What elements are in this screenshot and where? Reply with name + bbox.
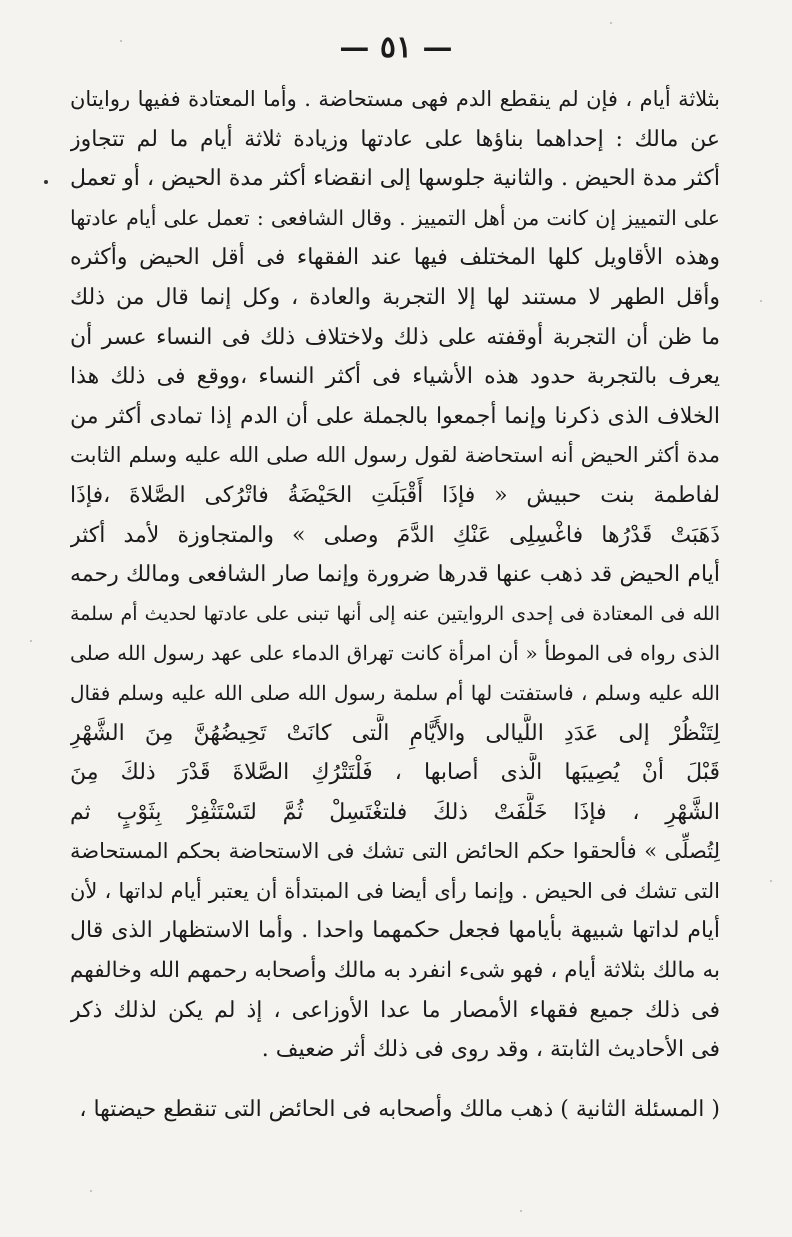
paper-speck: [520, 1210, 522, 1212]
text-line: ما ظن أن التجربة أوقفته على ذلك ولاختلاف ذلك فى النساء عسر أن: [70, 324, 720, 350]
text-line: أكثر مدة الحيض . والثانية جلوسها إلى انقضاء أكثر مدة الحيض ، أو تعمل: [70, 166, 720, 192]
text-line: وهذه الأقاويل كلها المختلف فيها عند الفقهاء فى أقل الحيض وأكثره: [70, 245, 720, 271]
text-line: لِتَنْظُرْ إلى عَدَدِ اللَّيالى والأَيَّامِ الَّتى كانَتْ تَحِيضُهُنَّ مِنَ الشَّهْرِ: [70, 720, 720, 746]
text-line: الشَّهْرِ ، فإذَا خَلَّفَتْ ذلكَ فلتغْتَسِلْ ثُمَّ لتَسْتَثْفِرْ بِثَوْبٍ ثم: [70, 799, 720, 825]
paragraph-main: [70, 80, 720, 1070]
text-line: الذى رواه فى الموطأ « أن امرأة كانت تهراق الدماء على عهد رسول الله صلى: [70, 641, 720, 666]
text-line: فى الأحاديث الثابتة ، وقد روى فى ذلك أثر ضعيف .: [261, 1037, 720, 1063]
text-line: بثلاثة أيام ، فإن لم ينقطع الدم فهى مستحاضة . وأما المعتادة ففيها روايتان: [70, 87, 720, 111]
text-line: عن مالك : إحداهما بناؤها على عادتها وزيادة ثلاثة أيام ما لم تتجاوز: [70, 126, 720, 152]
paragraph-gap: [70, 1070, 720, 1090]
paper-speck: [90, 1190, 92, 1192]
paper-speck: [760, 300, 762, 302]
text-line: أيام الحيض قد ذهب عنها قدرها ضرورة وإنما صار الشافعى ومالك رحمه: [70, 562, 720, 588]
paper-speck: [120, 40, 122, 42]
text-line: يعرف بالتجربة حدود هذه الأشياء فى أكثر النساء ،ووقع فى ذلك هذا: [70, 364, 720, 390]
text-line: على التمييز إن كانت من أهل التمييز . وقال الشافعى : تعمل على أيام عادتها: [70, 205, 720, 230]
text-line: لِتُصلِّى » فألحقوا حكم الحائض التى تشك فى الاستحاضة بحكم المستحاضة: [70, 839, 720, 864]
paper-speck: [30, 640, 32, 642]
text-line: الخلاف الذى ذكرنا وإنما أجمعوا بالجملة على أن الدم إذا تمادى أكثر من: [70, 403, 720, 429]
text-line: فى ذلك جميع فقهاء الأمصار ما عدا الأوزاعى ، إذ لم يكن لذلك ذكر: [70, 997, 720, 1023]
paragraph-issue-two: [70, 1090, 720, 1130]
text-line: التى تشك فى الحيض . وإنما رأى أيضا فى المبتدأة أن يعتبر أيام لداتها ، لأن: [70, 878, 720, 903]
paper-speck: [610, 22, 612, 24]
text-line: أيام لداتها شبيهة بأيامها فجعل حكمهما واحدا . وأما الاستظهار الذى قال: [70, 918, 720, 944]
text-line: ذَهَبَتْ قَدْرُها فاغْسِلِى عَنْكِ الدَّمَ وصلى » والمتجاوزة لأمد أكثر: [70, 522, 720, 548]
margin-mark: [44, 180, 48, 184]
text-line: لفاطمة بنت حبيش « فإذَا أَقْبَلَتِ الحَيْضَةُ فاتْرُكى الصَّلاةَ ،فإذَا: [70, 482, 720, 508]
page-number: — ٥١ —: [339, 30, 453, 65]
text-line: به مالك بثلاثة أيام ، فهو شىء انفرد به مالك وأصحابه رحمهم الله وخالفهم: [70, 958, 720, 984]
text-line: وأقل الطهر لا مستند لها إلا التجربة والعادة ، وكل إنما قال من ذلك: [70, 284, 720, 310]
paper-speck: [770, 880, 772, 882]
text-body: [70, 80, 720, 1129]
text-line: الله عليه وسلم ، فاستفتت لها أم سلمة رسول الله صلى الله عليه وسلم فقال: [70, 680, 720, 705]
text-line: ( المسئلة الثانية ) ذهب مالك وأصحابه فى الحائض التى تنقطع حيضتها ،: [79, 1096, 720, 1122]
text-line: مدة أكثر الحيض أنه استحاضة لقول رسول الله صلى الله عليه وسلم الثابت: [70, 443, 720, 468]
text-line: قَبْلَ أنْ يُصِيبَها الَّذى أصابها ، فَلْتَتْرُكِ الصَّلاةَ قَدْرَ ذلكَ مِنَ: [70, 760, 720, 786]
text-line: الله فى المعتادة فى إحدى الروايتين عنه إلى أنها تبنى على عادتها لحديث أم سلمة: [70, 602, 720, 625]
